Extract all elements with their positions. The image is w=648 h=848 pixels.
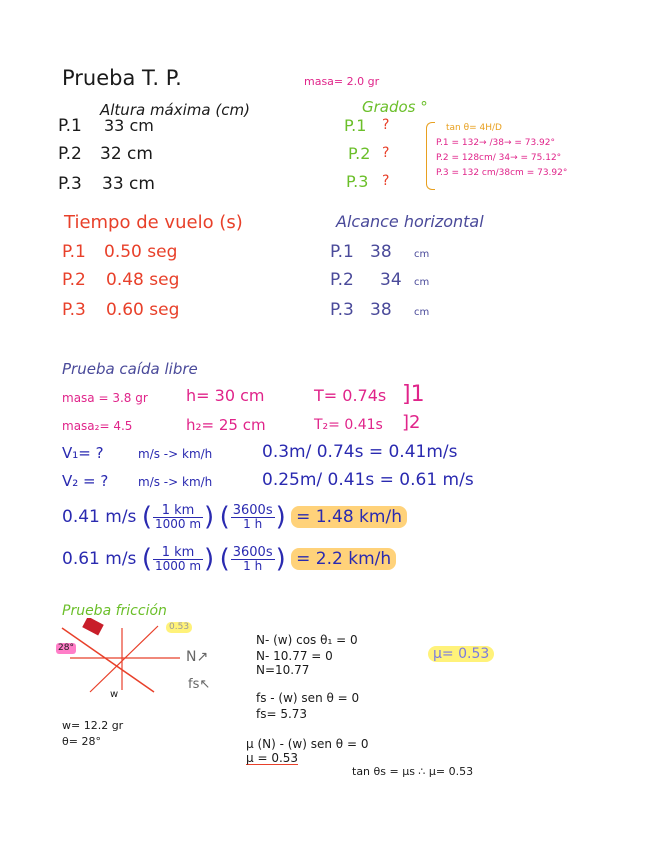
- conv2-f2-bot: 1 h: [243, 559, 263, 573]
- caida-t-2: T₂= 0.41s: [314, 417, 383, 433]
- caida-bracket-2: ]2: [402, 412, 421, 433]
- eq-mu-1: μ (N) - (w) sen θ = 0: [246, 737, 369, 751]
- altura-header: Altura máxima (cm): [100, 101, 250, 119]
- incline-line: [62, 628, 154, 692]
- grados-note-p2: P.2 = 128cm/ 34→ = 75.12°: [436, 153, 562, 163]
- conv1-f1-top: 1 km: [153, 504, 203, 518]
- conv2-f1-bot: 1000 m: [154, 559, 202, 573]
- caida-h-2: h₂= 25 cm: [186, 416, 266, 434]
- alcance-header: Alcance horizontal: [336, 212, 484, 231]
- grados-note-p3: P.3 = 132 cm/38cm = 73.92°: [436, 168, 568, 178]
- w-label: w: [110, 689, 119, 700]
- conv1-row: 0.41 m/s ( $\frac{1 km}{1000 m}$ ) ( $\frac{3600s}{1 h}$ ) = 1.48 km/h: [62, 504, 407, 530]
- conv2-lead: 0.61 m/s: [62, 549, 137, 569]
- eq-fs-1: fs - (w) sen θ = 0: [256, 691, 360, 705]
- tan-eq: tan θs = μs ∴ μ= 0.53: [352, 765, 474, 778]
- altura-row-2-value: 32 cm: [100, 144, 153, 164]
- grados-row-1-label: P.1: [344, 116, 367, 135]
- normal-line: [90, 626, 158, 692]
- grados-row-2-label: P.2: [348, 144, 371, 163]
- tiempo-row-1-value: 0.50 seg: [104, 242, 178, 262]
- caida-h-1: h= 30 cm: [186, 386, 265, 405]
- altura-row-2-label: P.2: [58, 144, 82, 164]
- v2-conversion: m/s -> km/h: [138, 475, 213, 489]
- v2-label: V₂ = ?: [62, 472, 109, 490]
- alcance-row-3-label: P.3: [330, 300, 354, 320]
- altura-row-1-value: 33 cm: [104, 116, 154, 135]
- eq-fs-2: fs= 5.73: [256, 707, 308, 721]
- alcance-row-2-unit: cm: [414, 277, 430, 288]
- tiempo-row-3-label: P.3: [62, 300, 86, 320]
- tiro-title: Prueba T. P.: [62, 66, 182, 90]
- conv1-lead: 0.41 m/s: [62, 507, 137, 527]
- v2-calc: 0.25m/ 0.41s = 0.61 m/s: [262, 470, 474, 490]
- alcance-row-2-label: P.2: [330, 270, 354, 290]
- grados-note-formula: tan θ= 4H/D: [446, 123, 502, 133]
- alcance-row-1-value: 38: [370, 242, 392, 262]
- grados-row-3-value: ?: [382, 173, 390, 189]
- tiro-masa: masa= 2.0 gr: [304, 75, 380, 88]
- block: [82, 618, 104, 636]
- fs-label: fs↖: [188, 677, 211, 692]
- grados-header: Grados °: [362, 98, 428, 116]
- tiempo-row-2-label: P.2: [62, 270, 86, 290]
- v1-label: V₁= ?: [62, 444, 104, 462]
- tiempo-row-1-label: P.1: [62, 242, 86, 262]
- conv2-result: = 2.2 km/h: [291, 548, 396, 570]
- grados-row-3-label: P.3: [346, 172, 369, 191]
- grados-note-p1: P.1 = 132→ /38→ = 73.92°: [436, 138, 556, 148]
- tiempo-header: Tiempo de vuelo (s): [64, 212, 243, 233]
- conv1-f2-top: 3600s: [232, 503, 273, 518]
- grados-bracket: [426, 122, 435, 190]
- caida-masa-2: masa₂= 4.5: [62, 419, 133, 433]
- altura-row-3-label: P.3: [58, 174, 82, 194]
- caida-masa-1: masa = 3.8 gr: [62, 391, 148, 405]
- alcance-row-1-unit: cm: [414, 249, 430, 260]
- alcance-row-1-label: P.1: [330, 242, 354, 262]
- alcance-row-2-value: 34: [380, 270, 402, 290]
- altura-row-3-value: 33 cm: [102, 174, 155, 194]
- friccion-title: Prueba fricción: [62, 603, 167, 619]
- eq-n-1: N- (w) cos θ₁ = 0: [256, 633, 358, 647]
- alcance-row-3-unit: cm: [414, 307, 430, 318]
- conv2-f2-top: 3600s: [232, 545, 273, 560]
- eq-n-2: N- 10.77 = 0: [256, 649, 333, 663]
- n-label: N↗: [186, 649, 209, 665]
- caida-title: Prueba caída libre: [62, 360, 198, 378]
- given-w: w= 12.2 gr: [62, 719, 124, 732]
- alcance-row-3-value: 38: [370, 300, 392, 320]
- caida-bracket-1: ]1: [402, 382, 425, 407]
- conv1-f1-bot: 1000 m: [154, 517, 202, 531]
- grados-row-2-value: ?: [382, 145, 390, 161]
- given-theta: θ= 28°: [62, 735, 101, 748]
- tiempo-row-2-value: 0.48 seg: [106, 270, 180, 290]
- conv2-row: 0.61 m/s ( $\frac{1 km}{1000 m}$ ) ( $\frac{3600s}{1 h}$ ) = 2.2 km/h: [62, 546, 396, 572]
- angle-tag: 28°: [58, 643, 74, 653]
- tiempo-row-3-value: 0.60 seg: [106, 300, 180, 320]
- mu-result: μ= 0.53: [428, 646, 494, 662]
- caida-t-1: T= 0.74s: [314, 386, 387, 405]
- altura-row-1-label: P.1: [58, 116, 82, 136]
- conv1-result: = 1.48 km/h: [291, 506, 407, 528]
- v1-conversion: m/s -> km/h: [138, 447, 213, 461]
- eq-n-3: N=10.77: [256, 663, 310, 677]
- v1-calc: 0.3m/ 0.74s = 0.41m/s: [262, 442, 458, 462]
- conv1-f2-bot: 1 h: [243, 517, 263, 531]
- mu-tag: 0.53: [166, 622, 192, 633]
- conv2-f1-top: 1 km: [153, 546, 203, 560]
- eq-mu-2: μ = 0.53: [246, 751, 299, 765]
- grados-row-1-value: ?: [382, 117, 390, 133]
